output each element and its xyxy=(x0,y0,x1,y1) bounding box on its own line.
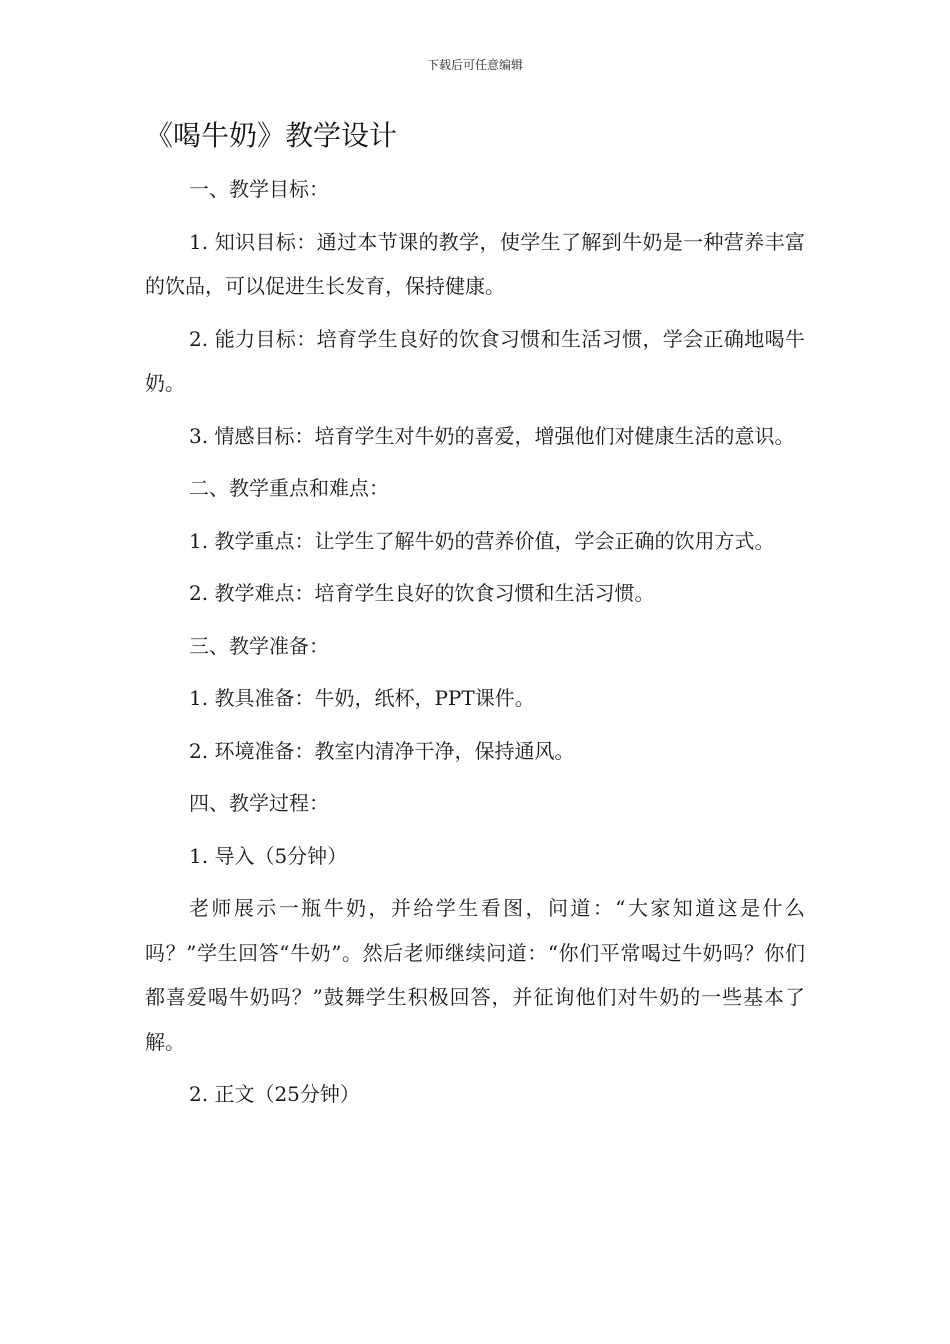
section-heading-objectives: 一、教学目标： xyxy=(189,177,329,201)
section-heading-key-points: 二、教学重点和难点： xyxy=(189,476,389,500)
paragraph-difficult-point: 2. 教学难点：培育学生良好的饮食习惯和生活习惯。 xyxy=(189,581,655,605)
paragraph-introduction-body: 老师展示一瓶牛奶，并给学生看图，问道：“大家知道这是什么吗？”学生回答“牛奶”。然后老师继续问道：“你们平常喝过牛奶吗？你们都喜爱喝牛奶吗？”鼓舞学生积极回答，并征询他们对牛奶的一些基本了解。 xyxy=(145,896,805,1054)
paragraph-environment: 2. 环境准备：教室内清净干净，保持通风。 xyxy=(189,738,575,763)
paragraph-main-step: 2. 正文（25分钟） xyxy=(189,1082,360,1106)
paragraph-key-point: 1. 教学重点：让学生了解牛奶的营养价值，学会正确的饮用方式。 xyxy=(189,528,775,553)
section-heading-process: 四、教学过程： xyxy=(189,791,329,815)
paragraph-emotion-objective: 3. 情感目标：培育学生对牛奶的喜爱，增强他们对健康生活的意识。 xyxy=(189,423,795,448)
paragraph-knowledge-objective: 1. 知识目标：通过本节课的教学，使学生了解到牛奶是一种营养丰富的饮品，可以促进生长发育，保持健康。 xyxy=(145,229,805,298)
paragraph-ability-objective: 2. 能力目标：培育学生良好的饮食习惯和生活习惯，学会正确地喝牛奶。 xyxy=(145,326,805,395)
paragraph-materials: 1. 教具准备：牛奶，纸杯，PPT课件。 xyxy=(189,686,535,710)
paragraph-introduction-step: 1. 导入（5分钟） xyxy=(189,843,348,868)
page-header-note: 下载后可任意编辑 xyxy=(426,58,523,72)
document-body xyxy=(145,167,805,1125)
section-heading-preparation: 三、教学准备： xyxy=(189,633,329,658)
document-title: 《喝牛奶》教学设计 xyxy=(145,119,398,152)
